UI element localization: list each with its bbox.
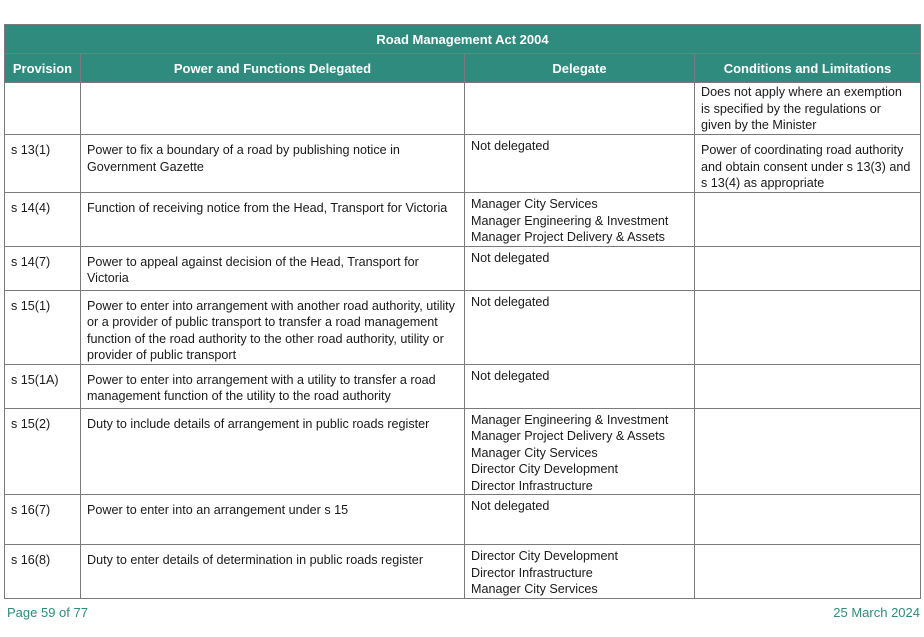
provision-cell bbox=[5, 83, 81, 135]
delegate-cell bbox=[465, 364, 695, 408]
delegate-line: Not delegated bbox=[471, 368, 550, 383]
table-title: Road Management Act 2004 bbox=[5, 25, 921, 54]
conditions-cell bbox=[695, 364, 921, 408]
table-row bbox=[5, 246, 921, 290]
delegate-line: Manager City Services bbox=[471, 582, 598, 596]
delegate-cell bbox=[465, 193, 695, 247]
provision-cell: s 16(7) bbox=[5, 495, 81, 545]
table-row bbox=[5, 545, 921, 599]
table-row bbox=[5, 290, 921, 364]
delegate-line: Director City Development bbox=[471, 549, 618, 563]
header-provision: Provision bbox=[5, 54, 81, 83]
delegate-line: Not delegated bbox=[471, 294, 550, 309]
conditions-cell: Power of coordinating road authority and obtain consent under s 13(3) and s 13(4) as appropriate bbox=[695, 135, 921, 193]
conditions-cell: Does not apply where an exemption is specified by the regulations or given by the Minister bbox=[695, 83, 921, 135]
delegate-line: Manager Project Delivery & Assets bbox=[471, 429, 665, 443]
provision-cell: s 15(2) bbox=[5, 408, 81, 495]
delegate-line: Director City Development bbox=[471, 462, 618, 476]
delegate-cell bbox=[465, 83, 695, 135]
delegate-line: Manager Engineering & Investment bbox=[471, 213, 669, 228]
table-row bbox=[5, 135, 921, 193]
power-cell: Power to enter into arrangement with another road authority, utility or a provider of public transport to transfer a road management function of the road authority to the other road authority, utility or provider of public transport bbox=[81, 290, 465, 364]
power-cell: Power to enter into an arrangement under s 15 bbox=[81, 495, 465, 545]
power-cell: Duty to enter details of determination in public roads register bbox=[81, 545, 465, 599]
header-conditions: Conditions and Limitations bbox=[695, 54, 921, 83]
power-cell: Function of receiving notice from the Head, Transport for Victoria bbox=[81, 193, 465, 247]
delegate-line: Director Infrastructure bbox=[471, 565, 593, 580]
delegate-line: Manager Project Delivery & Assets bbox=[471, 230, 665, 244]
provision-cell: s 14(7) bbox=[5, 246, 81, 290]
delegate-line: Not delegated bbox=[471, 499, 550, 513]
delegate-cell bbox=[465, 408, 695, 495]
table-row bbox=[5, 495, 921, 545]
conditions-cell bbox=[695, 408, 921, 495]
table-row bbox=[5, 193, 921, 247]
power-cell: Power to appeal against decision of the Head, Transport for Victoria bbox=[81, 246, 465, 290]
power-cell: Power to enter into arrangement with a utility to transfer a road management function of the utility to the road authority bbox=[81, 364, 465, 408]
power-cell bbox=[81, 83, 465, 135]
delegate-line: Director Infrastructure bbox=[471, 478, 593, 493]
table-row bbox=[5, 364, 921, 408]
delegate-line: Manager City Services bbox=[471, 445, 598, 460]
delegate-line: Not delegated bbox=[471, 139, 550, 153]
delegate-cell bbox=[465, 290, 695, 364]
header-delegate: Delegate bbox=[465, 54, 695, 83]
delegate-line: Not delegated bbox=[471, 250, 550, 265]
delegation-table bbox=[4, 24, 921, 599]
power-cell: Power to fix a boundary of a road by publishing notice in Government Gazette bbox=[81, 135, 465, 193]
provision-cell: s 16(8) bbox=[5, 545, 81, 599]
conditions-cell bbox=[695, 495, 921, 545]
power-cell: Duty to include details of arrangement in public roads register bbox=[81, 408, 465, 495]
provision-cell: s 15(1) bbox=[5, 290, 81, 364]
conditions-cell bbox=[695, 545, 921, 599]
delegate-line: Manager Engineering & Investment bbox=[471, 412, 669, 427]
conditions-cell bbox=[695, 193, 921, 247]
table-header-row bbox=[5, 54, 921, 83]
provision-cell: s 13(1) bbox=[5, 135, 81, 193]
conditions-cell bbox=[695, 290, 921, 364]
table-row bbox=[5, 83, 921, 135]
conditions-cell bbox=[695, 246, 921, 290]
provision-cell: s 15(1A) bbox=[5, 364, 81, 408]
footer-date: 25 March 2024 bbox=[833, 605, 920, 620]
table-row bbox=[5, 408, 921, 495]
delegate-cell bbox=[465, 495, 695, 545]
header-power: Power and Functions Delegated bbox=[81, 54, 465, 83]
page-number: Page 59 of 77 bbox=[7, 605, 88, 620]
provision-cell: s 14(4) bbox=[5, 193, 81, 247]
delegate-cell bbox=[465, 246, 695, 290]
delegate-line: Manager City Services bbox=[471, 197, 598, 211]
delegate-cell bbox=[465, 545, 695, 599]
table-title-row bbox=[5, 25, 921, 54]
delegate-cell bbox=[465, 135, 695, 193]
